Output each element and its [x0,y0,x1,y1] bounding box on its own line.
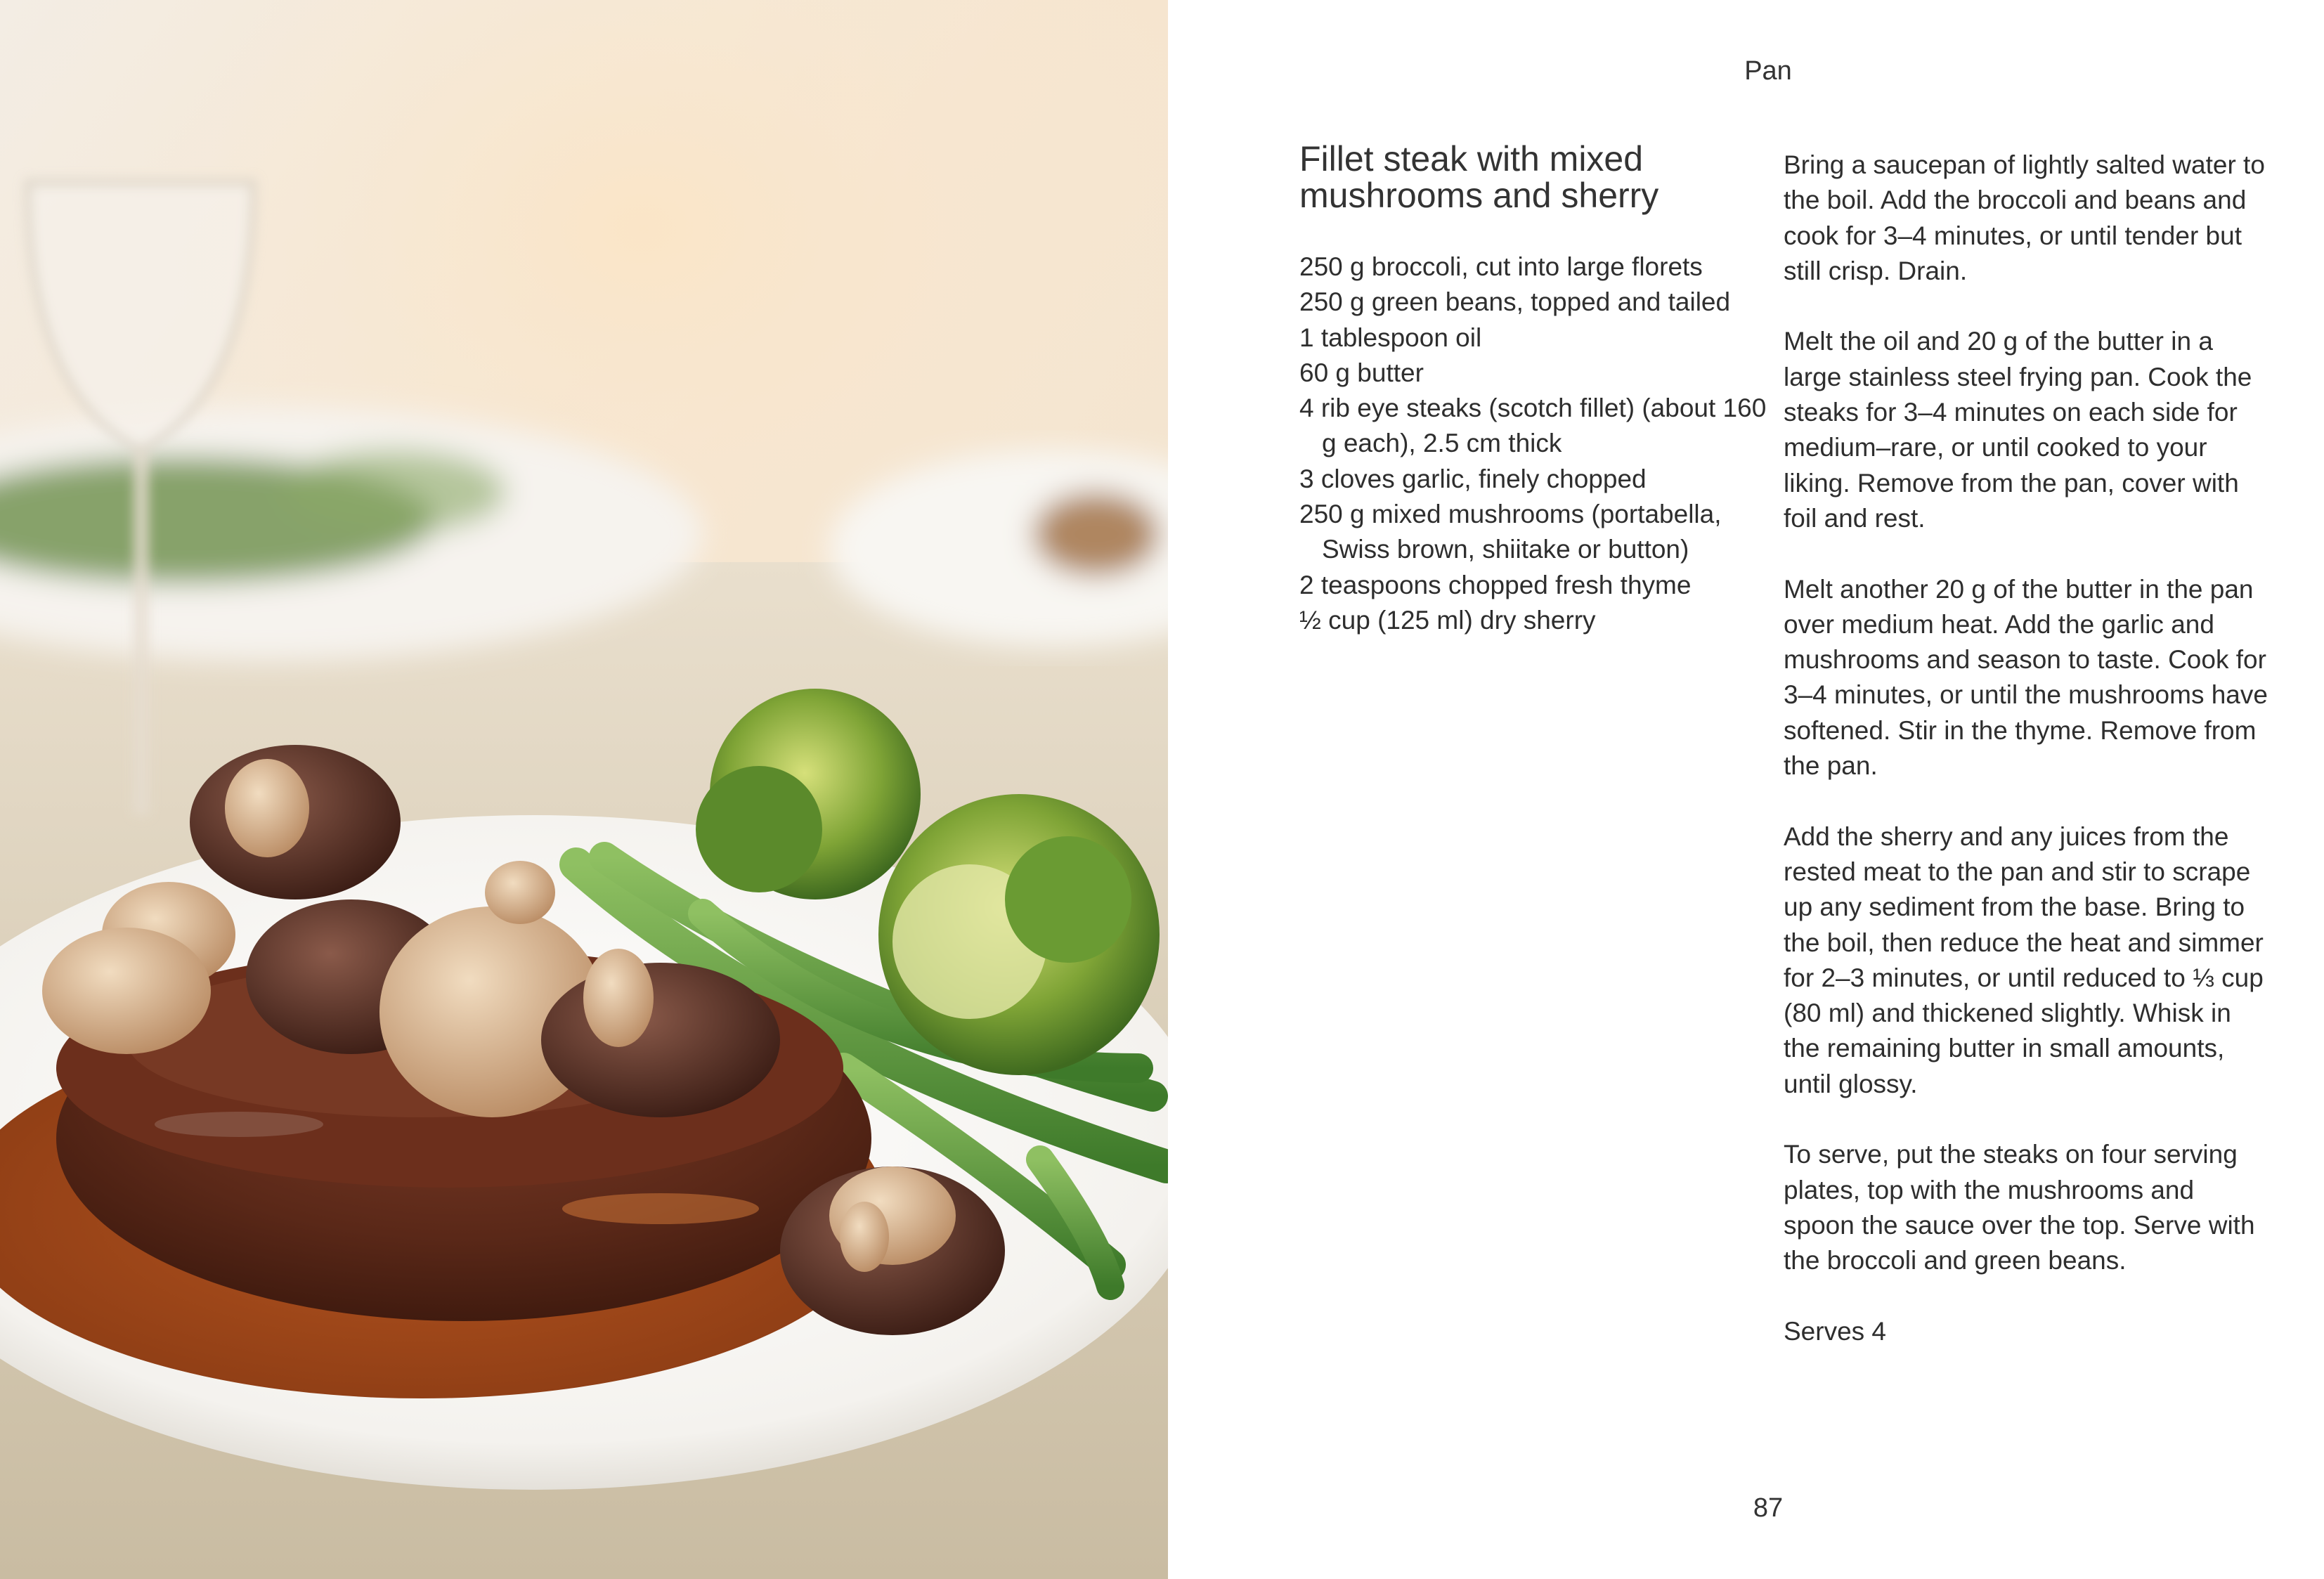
page-number: 87 [1753,1493,1784,1523]
ingredient-item: 1 tablespoon oil [1299,323,1482,352]
method-step: Melt another 20 g of the butter in the pan over medium heat. Add the garlic and mushrooms and season to taste. Cook for 3–4 minutes, or until the mushrooms have softened. Stir in the thyme. Remove from the pan. [1784,574,2268,781]
method-step: Add the sherry and any juices from the rested meat to the pan and stir to scrape up any sediment from the base. Bring to the boil, then reduce the heat and simmer for 2–3 minutes, or until reduced to ⅓ cup (80 ml) and thickened slightly. Whisk in the remaining butter in small amounts, until glossy. [1784,821,2264,1098]
ingredient-item: 250 g green beans, topped and tailed [1299,287,1731,317]
ingredient-item: 60 g butter [1299,358,1424,387]
section-header: Pan [1744,56,1792,86]
ingredient-item: ½ cup (125 ml) dry sherry [1299,605,1596,635]
method-steps [1784,148,2268,1384]
method-step: Melt the oil and 20 g of the butter in a large stainless steel frying pan. Cook the steaks for 3–4 minutes on each side for medium–rare, or until cooked to your liking. Remove from the pan, cover with foil and rest. [1784,327,2252,533]
method-step: Bring a saucepan of lightly salted water to the boil. Add the broccoli and beans and cook for 3–4 minutes, or until tender but still crisp. Drain. [1784,150,2265,285]
recipe-title: Fillet steak with mixed mushrooms and sherry [1299,139,1659,215]
ingredient-item: 250 g mixed mushrooms (portabella, Swiss brown, shiitake or button) [1299,500,1722,564]
ingredient-item: 3 cloves garlic, finely chopped [1299,464,1647,493]
method-step: To serve, put the steaks on four serving plates, top with the mushrooms and spoon the sauce over the top. Serve with the broccoli and green beans. [1784,1140,2255,1275]
ingredient-item: 250 g broccoli, cut into large florets [1299,252,1703,281]
ingredients-list [1299,249,1777,638]
serves-note: Serves 4 [1784,1316,1887,1346]
ingredient-item: 2 teaspoons chopped fresh thyme [1299,570,1692,599]
ingredient-item: 4 rib eye steaks (scotch fillet) (about 160 g each), 2.5 cm thick [1299,394,1767,458]
